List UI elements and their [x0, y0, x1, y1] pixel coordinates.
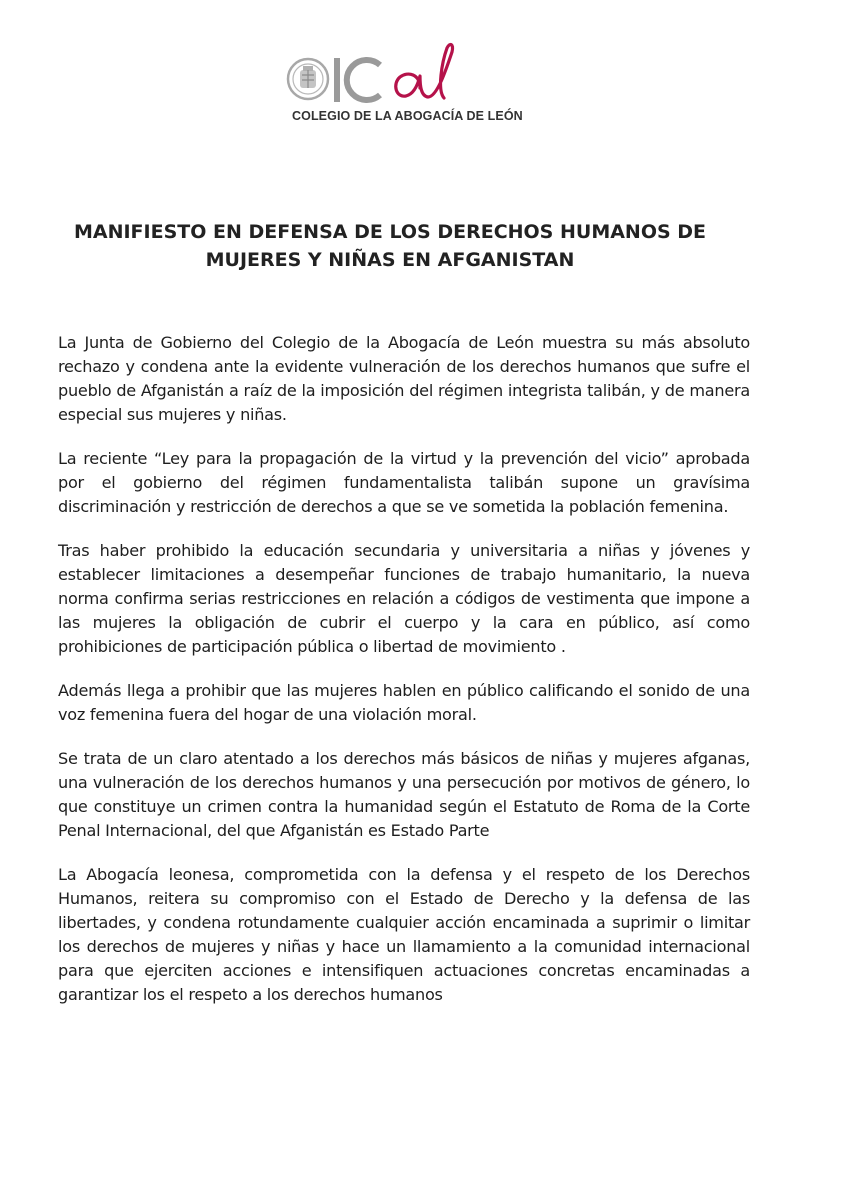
- paragraph: La reciente “Ley para la propagación de la virtud y la prevención del vicio” aprobada por el gobierno del régimen fundamentalista talibán supone un gravísima discriminación y restricción de derechos a que se ve sometida la población femenina.: [58, 449, 750, 516]
- paragraph: La Abogacía leonesa, comprometida con la defensa y el respeto de los Derechos Humanos, reitera su compromiso con el Estado de Derecho y la defensa de las libertades, y condena rotundamente cualquier acción encaminada a suprimir o limitar los derechos de mujeres y niñas y hace un llamamiento a la comunidad internacional para que ejerciten acciones e intensifiquen actuaciones concretas encaminadas a garantizar los el respeto a los derechos humanos: [58, 865, 750, 1004]
- page-title: [40, 218, 740, 274]
- title-line-1: MANIFIESTO EN DEFENSA DE LOS DERECHOS HUMANOS DE: [73, 221, 707, 243]
- paragraph: Tras haber prohibido la educación secundaria y universitaria a niñas y jóvenes y establecer limitaciones a desempeñar funciones de trabajo humanitario, la nueva norma confirma serias restricciones en relación a códigos de vestimenta que impone a las mujeres la obligación de cubrir el cuerpo y la cara en público, así como prohibiciones de participación pública o libertad de movimiento .: [58, 541, 750, 656]
- paragraph: Se trata de un claro atentado a los derechos más básicos de niñas y mujeres afganas, una vulneración de los derechos humanos y una persecución por motivos de género, lo que constituye un crimen contra la humanidad según el Estatuto de Roma de la Corte Penal Internacional, del que Afganistán es Estado Parte: [58, 749, 750, 840]
- logo-subtitle: COLEGIO DE LA ABOGACÍA DE LEÓN: [292, 109, 523, 123]
- ical-wordmark: [334, 40, 464, 106]
- ical-logo: [286, 40, 523, 130]
- manifesto-body: [58, 331, 750, 1027]
- paragraph: La Junta de Gobierno del Colegio de la Abogacía de León muestra su más absoluto rechazo y condena ante la evidente vulneración de los derechos humanos que sufre el pueblo de Afganistán a raíz de la imposición del régimen integrista talibán, y de manera especial sus mujeres y niñas.: [58, 333, 750, 424]
- title-line-2: MUJERES Y NIÑAS EN AFGANISTAN: [205, 249, 575, 271]
- bar-association-seal-icon: [286, 57, 330, 101]
- paragraph: Además llega a prohibir que las mujeres hablen en público calificando el sonido de una voz femenina fuera del hogar de una violación moral.: [58, 681, 750, 724]
